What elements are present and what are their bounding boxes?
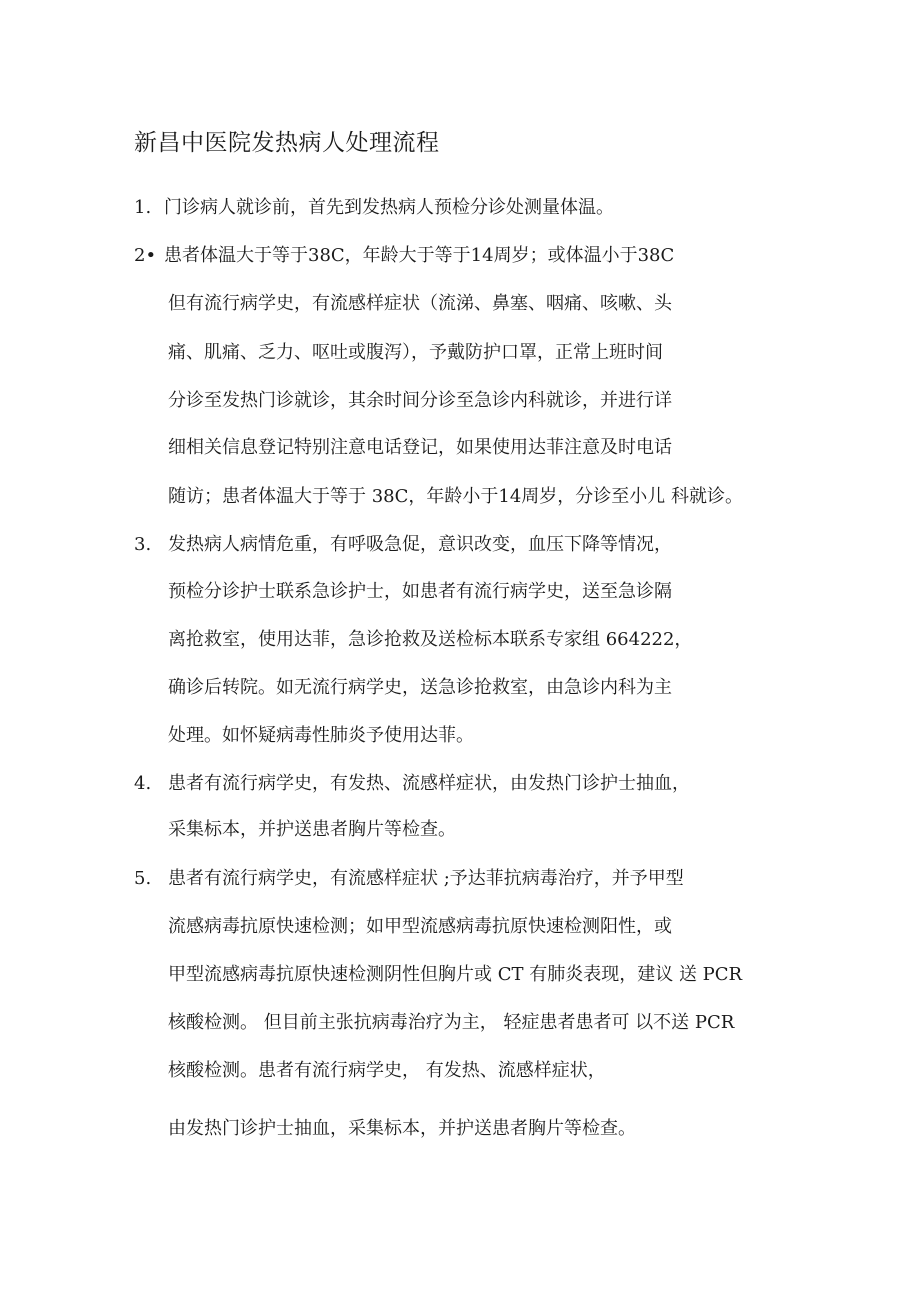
item-4-number: 4.: [134, 773, 152, 794]
item-5-line-2: 流感病毒抗原快速检测；如甲型流感病毒抗原快速检测阳性，或: [168, 916, 672, 937]
item-3-line-1: 发热病人病情危重，有呼吸急促，意识改变，血压下降等情况，: [168, 534, 672, 555]
item-2-line-1: 患者体温大于等于38C，年龄大于等于14周岁；或体温小于38C: [164, 245, 675, 266]
item-5-line-5: 核酸检测。患者有流行病学史， 有发热、流感样症状，: [168, 1060, 606, 1081]
item-2-number: 2•: [134, 245, 157, 266]
item-1-line-1: 门诊病人就诊前，首先到发热病人预检分诊处测量体温。: [164, 197, 614, 218]
item-2-line-3: 痛、肌痛、乏力、呕吐或腹泻），予戴防护口罩，正常上班时间: [168, 342, 663, 363]
item-3-line-2: 预检分诊护士联系急诊护士，如患者有流行病学史，送至急诊隔: [168, 581, 672, 602]
item-5-number: 5.: [134, 868, 152, 889]
item-5-line-4: 核酸检测。 但目前主张抗病毒治疗为主， 轻症患者患者可 以不送 PCR: [168, 1012, 735, 1033]
item-1-number: 1.: [134, 197, 152, 218]
item-3-line-3: 离抢救室，使用达菲，急诊抢救及送检标本联系专家组 664222，: [168, 629, 693, 650]
item-5-line-1: 患者有流行病学史，有流感样症状 ;予达菲抗病毒治疗，并予甲型: [168, 868, 684, 889]
document-title: 新昌中医院发热病人处理流程: [134, 130, 440, 156]
item-3-number: 3.: [134, 534, 152, 555]
item-3-line-5: 处理。如怀疑病毒性肺炎予使用达菲。: [168, 725, 474, 746]
item-4-line-1: 患者有流行病学史，有发热、流感样症状，由发热门诊护士抽血，: [168, 773, 690, 794]
item-5-line-3: 甲型流感病毒抗原快速检测阴性但胸片或 CT 有肺炎表现，建议 送 PCR: [168, 964, 743, 985]
item-2-line-5: 细相关信息登记特别注意电话登记，如果使用达菲注意及时电话: [168, 437, 672, 458]
item-5-line-6: 由发热门诊护士抽血，采集标本，并护送患者胸片等检查。: [168, 1118, 636, 1139]
item-2-line-4: 分诊至发热门诊就诊，其余时间分诊至急诊内科就诊，并进行详: [168, 390, 672, 411]
item-2-line-2: 但有流行病学史，有流感样症状（流涕、鼻塞、咽痛、咳嗽、头: [168, 293, 672, 314]
item-2-line-6: 随访；患者体温大于等于 38C，年龄小于14周岁，分诊至小儿 科就诊。: [168, 486, 744, 507]
item-4-line-2: 采集标本，并护送患者胸片等检查。: [168, 819, 456, 840]
item-3-line-4: 确诊后转院。如无流行病学史，送急诊抢救室，由急诊内科为主: [168, 677, 672, 698]
